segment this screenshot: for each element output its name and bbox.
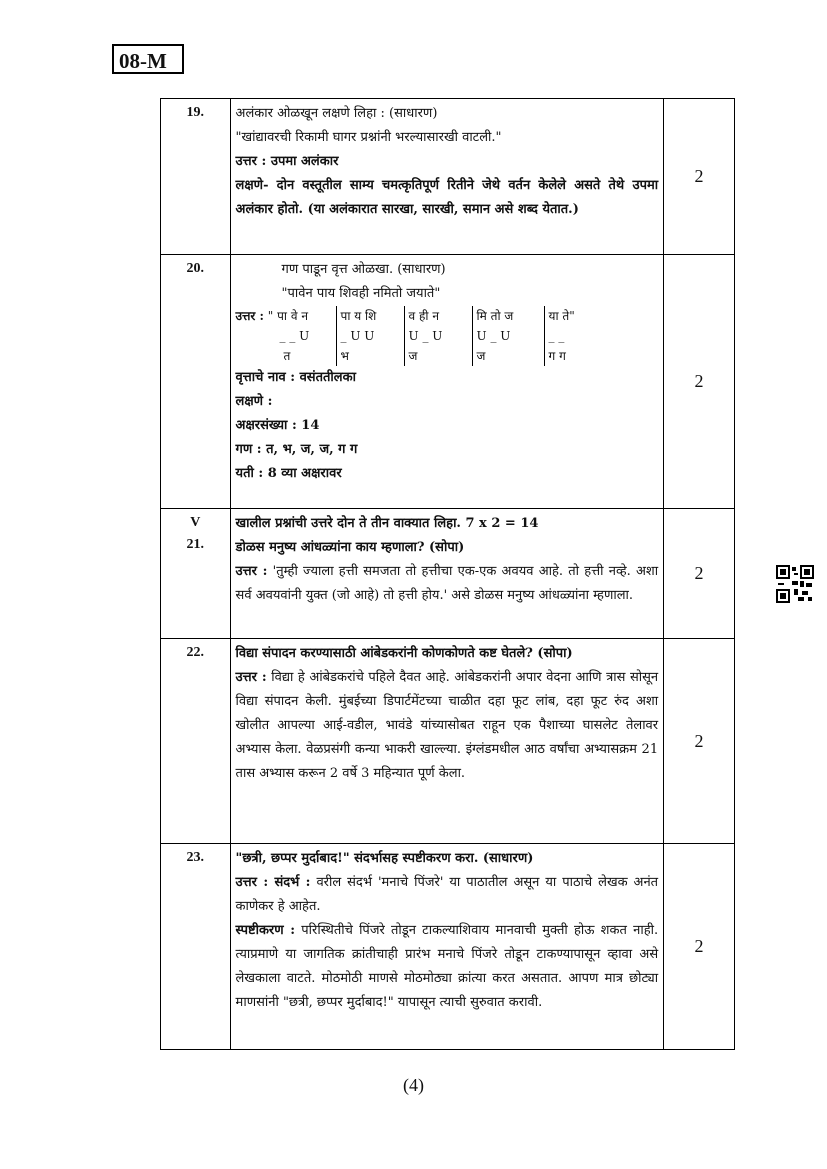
page-number: (4): [403, 1075, 424, 1095]
table-row: [161, 844, 735, 1050]
reference-text: [236, 871, 659, 919]
answer-label: उत्तर :: [235, 670, 267, 685]
question-number-value: 21.: [186, 537, 205, 552]
section-number: V: [190, 515, 201, 530]
table-row: [161, 639, 735, 844]
reference-body: वरील संदर्भ 'मनाचे पिंजरे' या पाठातील असून या पाठाचे लेखक अनंत काणेकर हे आहेत.: [235, 875, 659, 914]
scan-syllables: पा य शि: [336, 306, 404, 326]
answer-label: उत्तर :: [235, 309, 264, 323]
reference-label: उत्तर : संदर्भ :: [235, 875, 311, 890]
scan-syllables: व ही न: [404, 306, 472, 326]
answer-body: 'तुम्ही ज्याला हत्ती समजता तो हत्तीचा एक-एक अवयव आहे. तो हत्ती नव्हे. अशा सर्व अवयवांनी युक्त (जो आहे) तो हत्ती होय.' असे डोळस मनुष्य आंधळ्यांना म्हणाला.: [235, 564, 659, 603]
answer-label: उत्तर :: [235, 564, 268, 579]
table-row: [161, 255, 735, 509]
scan-marks: _ _ U: [279, 329, 310, 343]
question-number: 20.: [161, 255, 231, 509]
question-quote: "खांद्यावरची रिकामी घागर प्रश्नांनी भरल्यासारखी वाटली.": [235, 130, 502, 145]
gana-list: गण : त, भ, ज, ज, ग ग: [235, 442, 358, 457]
question-cell: [230, 844, 664, 1050]
table-row: [161, 509, 735, 639]
question-text: अलंकार ओळखून लक्षणे लिहा : (साधारण): [235, 106, 438, 121]
answer-text: उत्तर : उपमा अलंकार: [235, 154, 339, 169]
meter-scansion: [236, 306, 659, 366]
question-number: 23.: [161, 844, 231, 1050]
question-cell: [230, 255, 664, 509]
paper-code: 08-M: [112, 44, 184, 74]
marks-value: 2: [664, 844, 735, 1050]
answer-text: [236, 560, 659, 608]
question-number: 22.: [161, 639, 231, 844]
marks-value: 2: [664, 99, 735, 255]
question-number: 19.: [161, 99, 231, 255]
scan-marks: _ U U: [336, 326, 404, 346]
explanation-label: स्पष्टीकरण :: [235, 923, 296, 938]
features-label: लक्षणे :: [235, 394, 273, 409]
answer-body: विद्या हे आंबेडकरांचे पहिले दैवत आहे. आंबेडकरांनी अपार वेदना आणि त्रास सोसून विद्या संपादन केली. मुंबईच्या डिपार्टमेंटच्या चाळीत दहा फूट लांब, दहा फूट रुंद अशा खोलीत आपल्या आई-वडील, भावंडे यांच्यासोबत राहून एक पैशाच्या घासलेट तेलावर अभ्यास केला. वेळप्रसंगी कन्या भाकरी खाल्ल्या. इंग्लंडमधील आठ वर्षांचा अभ्यासक्रम 21 तास अभ्यास करून 2 वर्षे 3 महिन्यात पूर्ण केला.: [235, 670, 659, 781]
scan-marks: U _ U: [404, 326, 472, 346]
scan-marks: U _ U: [472, 326, 544, 346]
syllable-count: अक्षरसंख्या : 14: [235, 418, 320, 433]
table-row: [161, 99, 735, 255]
question-text: "छत्री, छप्पर मुर्दाबाद!" संदर्भासह स्पष्टीकरण करा. (साधारण): [235, 851, 534, 866]
explanation-text: [236, 919, 659, 1015]
explanation-body: परिस्थितीचे पिंजरे तोडून टाकल्याशिवाय मानवाची मुक्ती होऊ शकत नाही. त्याप्रमाणे या जागतिक क्रांतीचाही प्रारंभ मनाचे पिंजरे तोडून टाकण्यापासून व्हावा असे लेखकाला वाटते. मोठमोठी माणसे मोठमोठ्या क्रांत्या करत असतात. आपण मात्र छोट्या माणसांनी "छत्री, छप्पर मुर्दाबाद!" यापासून त्याची सुरुवात करावी.: [235, 923, 659, 1010]
question-number: [161, 509, 231, 639]
marks-value: 2: [664, 255, 735, 509]
answer-text: [236, 666, 659, 786]
qr-code-icon: [776, 565, 814, 603]
marks-value: 2: [664, 639, 735, 844]
scan-gana: ज: [472, 346, 544, 366]
question-text: गण पाडून वृत्त ओळखा. (साधारण): [281, 262, 446, 277]
section-heading: खालील प्रश्नांची उत्तरे दोन ते तीन वाक्यात लिहा. 7 x 2 = 14: [235, 516, 539, 531]
scan-gana: ग ग: [544, 346, 624, 366]
meter-name: वृत्ताचे नाव : वसंततीलका: [235, 370, 356, 385]
scan-marks: _ _: [544, 326, 624, 346]
question-quote: "पावेन पाय शिवही नमितो जयाते": [281, 286, 441, 301]
answer-table: [160, 98, 735, 1050]
question-text: डोळस मनुष्य आंधळ्यांना काय म्हणाला? (सोपा): [235, 540, 465, 555]
question-cell: [230, 639, 664, 844]
answer-definition: लक्षणे- दोन वस्तूतील साम्य चमत्कृतिपूर्ण रितीने जेथे वर्तन केलेले असते तेथे उपमा अलंकार होतो. (या अलंकारात सारखा, सारखी, समान असे शब्द येतात.): [235, 178, 659, 217]
marks-value: 2: [664, 509, 735, 639]
question-text: विद्या संपादन करण्यासाठी आंबेडकरांनी कोणकोणते कष्ट घेतले? (सोपा): [235, 646, 573, 661]
question-cell: [230, 99, 664, 255]
scan-gana: त: [283, 349, 291, 363]
scan-syllables: " पा वे न: [267, 309, 308, 323]
question-cell: [230, 509, 664, 639]
yati-text: यती : 8 व्या अक्षरावर: [235, 466, 342, 481]
scan-syllables: मि तो ज: [472, 306, 544, 326]
scan-gana: ज: [404, 346, 472, 366]
scan-syllables: या ते": [544, 306, 624, 326]
scan-gana: भ: [336, 346, 404, 366]
